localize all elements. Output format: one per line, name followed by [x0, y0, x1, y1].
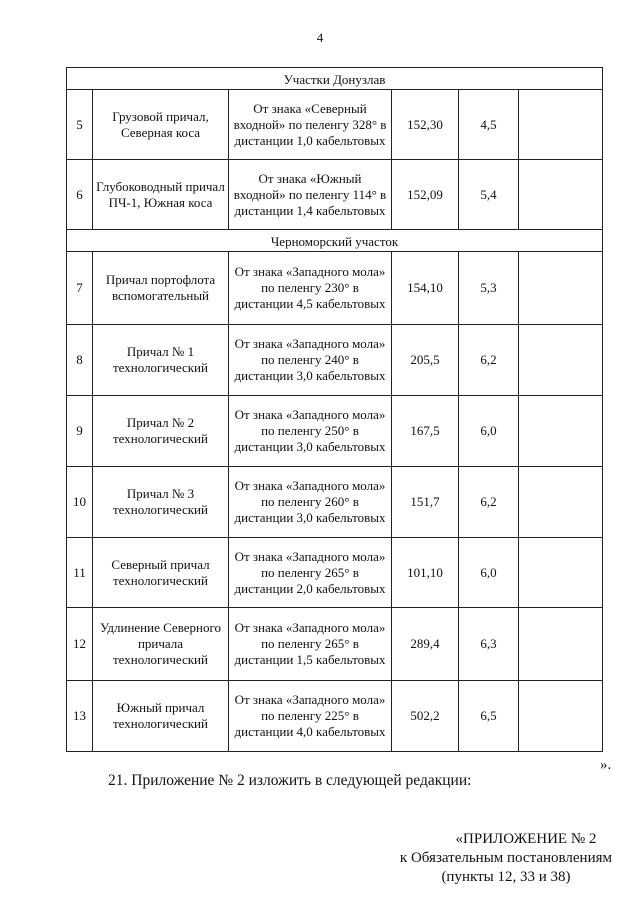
berth-name: Удлинение Северного причала технологический — [93, 608, 229, 681]
amendment-paragraph: 21. Приложение № 2 изложить в следующей редакции: — [108, 772, 472, 789]
berth-length: 151,7 — [392, 467, 459, 538]
closing-quote: ». — [600, 757, 612, 773]
berth-extra — [519, 396, 603, 467]
row-number: 10 — [67, 467, 93, 538]
berth-length: 167,5 — [392, 396, 459, 467]
berth-length: 154,10 — [392, 252, 459, 325]
berth-extra — [519, 467, 603, 538]
berth-length: 289,4 — [392, 608, 459, 681]
table-row — [67, 608, 603, 681]
berth-name: Грузовой причал, Северная коса — [93, 90, 229, 160]
berth-extra — [519, 681, 603, 752]
berth-location: От знака «Западного мола» по пеленгу 265° в дистанции 1,5 кабельтовых — [229, 608, 392, 681]
berth-extra — [519, 325, 603, 396]
table-row — [67, 90, 603, 160]
berth-depth: 5,4 — [459, 160, 519, 230]
row-number: 11 — [67, 538, 93, 608]
berth-name: Южный причал технологический — [93, 681, 229, 752]
row-number: 13 — [67, 681, 93, 752]
berth-location: От знака «Западного мола» по пеленгу 240° в дистанции 3,0 кабельтовых — [229, 325, 392, 396]
berth-name: Причал портофлота вспомогательный — [93, 252, 229, 325]
berth-name: Северный причал технологический — [93, 538, 229, 608]
berth-location: От знака «Западного мола» по пеленгу 265° в дистанции 2,0 кабельтовых — [229, 538, 392, 608]
berth-depth: 6,2 — [459, 325, 519, 396]
berth-depth: 6,0 — [459, 396, 519, 467]
berth-location: От знака «Западного мола» по пеленгу 250° в дистанции 3,0 кабельтовых — [229, 396, 392, 467]
table-row — [67, 467, 603, 538]
berth-length: 205,5 — [392, 325, 459, 396]
berth-depth: 4,5 — [459, 90, 519, 160]
berth-name: Причал № 1 технологический — [93, 325, 229, 396]
berth-extra — [519, 608, 603, 681]
table-row — [67, 325, 603, 396]
berth-location: От знака «Западного мола» по пеленгу 230° в дистанции 4,5 кабельтовых — [229, 252, 392, 325]
appendix-heading — [400, 830, 612, 887]
appendix-clauses: (пункты 12, 33 и 38) — [441, 869, 571, 885]
berth-extra — [519, 90, 603, 160]
section-header-row — [67, 230, 603, 252]
berth-depth: 6,3 — [459, 608, 519, 681]
section-title: Черноморский участок — [67, 230, 603, 252]
berth-depth: 6,2 — [459, 467, 519, 538]
berth-length: 101,10 — [392, 538, 459, 608]
table-row — [67, 681, 603, 752]
appendix-title: «ПРИЛОЖЕНИЕ № 2 — [455, 831, 597, 847]
berth-extra — [519, 538, 603, 608]
berth-extra — [519, 160, 603, 230]
berth-length: 152,30 — [392, 90, 459, 160]
berths-table — [66, 67, 603, 752]
table-row — [67, 396, 603, 467]
berth-depth: 6,0 — [459, 538, 519, 608]
berth-location: От знака «Северный входной» по пеленгу 328° в дистанции 1,0 кабельтовых — [229, 90, 392, 160]
section-header-row — [67, 68, 603, 90]
row-number: 12 — [67, 608, 93, 681]
berth-depth: 6,5 — [459, 681, 519, 752]
table-row — [67, 160, 603, 230]
berth-length: 502,2 — [392, 681, 459, 752]
appendix-subtitle: к Обязательным постановлениям — [399, 850, 612, 866]
row-number: 7 — [67, 252, 93, 325]
berth-location: От знака «Западного мола» по пеленгу 225° в дистанции 4,0 кабельтовых — [229, 681, 392, 752]
berth-name: Причал № 2 технологический — [93, 396, 229, 467]
berth-name: Глубоководный причал ПЧ-1, Южная коса — [93, 160, 229, 230]
row-number: 9 — [67, 396, 93, 467]
table-row — [67, 538, 603, 608]
row-number: 8 — [67, 325, 93, 396]
row-number: 6 — [67, 160, 93, 230]
page-number: 4 — [316, 30, 324, 45]
row-number: 5 — [67, 90, 93, 160]
berth-length: 152,09 — [392, 160, 459, 230]
table-row — [67, 252, 603, 325]
berth-depth: 5,3 — [459, 252, 519, 325]
section-title: Участки Донузлав — [67, 68, 603, 90]
berth-extra — [519, 252, 603, 325]
berth-location: От знака «Южный входной» по пеленгу 114° в дистанции 1,4 кабельтовых — [229, 160, 392, 230]
berth-location: От знака «Западного мола» по пеленгу 260° в дистанции 3,0 кабельтовых — [229, 467, 392, 538]
berth-name: Причал № 3 технологический — [93, 467, 229, 538]
